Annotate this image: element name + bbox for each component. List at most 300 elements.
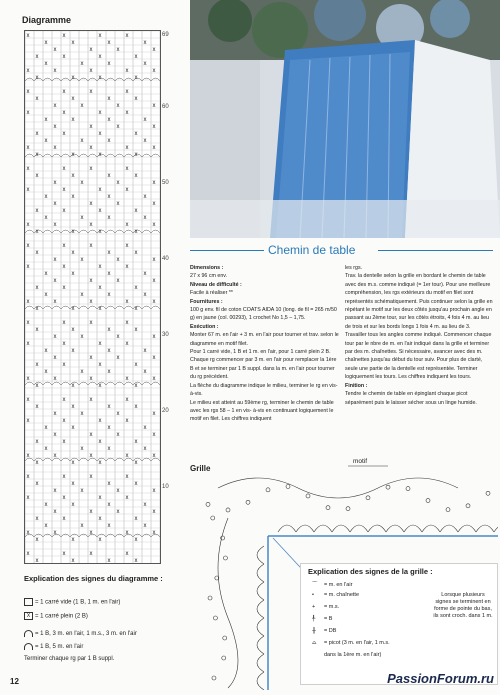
grille-legend-item: • = m. chaînette: [312, 592, 360, 598]
svg-text:x: x: [80, 215, 84, 221]
svg-text:x: x: [80, 523, 84, 529]
svg-text:x: x: [143, 40, 147, 46]
svg-text:x: x: [71, 502, 75, 508]
svg-text:x: x: [116, 411, 120, 417]
svg-text:x: x: [26, 495, 30, 501]
svg-text:x: x: [35, 208, 39, 214]
svg-text:x: x: [80, 369, 84, 375]
svg-text:x: x: [35, 54, 39, 60]
table-runner-photo: [190, 0, 500, 238]
svg-text:x: x: [62, 110, 66, 116]
svg-text:x: x: [125, 110, 129, 116]
svg-text:x: x: [116, 47, 120, 53]
empty-square-icon: [24, 598, 33, 606]
diagram-legend-title: Explication des signes du diagramme :: [24, 574, 163, 583]
svg-text:x: x: [116, 509, 120, 515]
svg-text:x: x: [44, 292, 48, 298]
svg-text:x: x: [152, 355, 156, 361]
svg-text:x: x: [134, 54, 138, 60]
svg-text:x: x: [53, 453, 57, 459]
svg-text:x: x: [71, 96, 75, 102]
svg-text:x: x: [152, 222, 156, 228]
svg-text:x: x: [80, 138, 84, 144]
svg-text:x: x: [26, 222, 30, 228]
svg-text:x: x: [152, 432, 156, 438]
svg-text:x: x: [71, 306, 75, 312]
watermark: PassionForum.ru: [387, 671, 494, 686]
svg-text:x: x: [125, 397, 129, 403]
svg-text:x: x: [143, 117, 147, 123]
svg-text:x: x: [89, 68, 93, 74]
svg-text:x: x: [98, 33, 102, 39]
svg-text:x: x: [107, 40, 111, 46]
svg-text:x: x: [53, 432, 57, 438]
svg-text:x: x: [134, 383, 138, 389]
svg-text:x: x: [116, 432, 120, 438]
svg-text:x: x: [107, 425, 111, 431]
svg-text:x: x: [125, 341, 129, 347]
svg-text:x: x: [53, 411, 57, 417]
svg-text:x: x: [134, 404, 138, 410]
svg-text:x: x: [62, 264, 66, 270]
svg-text:x: x: [152, 47, 156, 53]
svg-text:x: x: [44, 61, 48, 67]
svg-text:x: x: [107, 502, 111, 508]
svg-text:x: x: [143, 215, 147, 221]
svg-text:x: x: [35, 306, 39, 312]
difficulty-text: Facile à réaliser **: [190, 290, 233, 297]
filled-square-icon: X: [24, 612, 33, 620]
crochet-diagram: [24, 30, 161, 564]
svg-text:x: x: [62, 131, 66, 137]
svg-text:x: x: [98, 54, 102, 60]
svg-text:x: x: [125, 299, 129, 305]
svg-text:x: x: [26, 474, 30, 480]
grille-legend-item: ⌒ = m. en l'air: [312, 582, 353, 588]
svg-text:x: x: [53, 334, 57, 340]
svg-text:x: x: [152, 145, 156, 151]
svg-text:x: x: [89, 530, 93, 536]
svg-text:x: x: [107, 173, 111, 179]
svg-text:x: x: [89, 201, 93, 207]
svg-text:x: x: [35, 285, 39, 291]
svg-text:x: x: [125, 243, 129, 249]
svg-text:x: x: [107, 327, 111, 333]
row-number: 40: [162, 256, 169, 262]
grille-legend-item: ╀ = B: [312, 616, 333, 622]
svg-text:x: x: [35, 439, 39, 445]
row-marker: 69: [162, 32, 169, 38]
svg-text:x: x: [98, 152, 102, 158]
svg-text:x: x: [107, 404, 111, 410]
legend-symbol-icon: +: [312, 604, 316, 610]
row-number: 30: [162, 332, 169, 338]
finish-label: Finition :: [345, 382, 368, 389]
svg-text:x: x: [89, 509, 93, 515]
grille-legend-item: ⌓ = picot (3 m. en l'air, 1 m.s.: [312, 640, 390, 646]
svg-text:x: x: [35, 75, 39, 81]
svg-text:x: x: [89, 397, 93, 403]
svg-text:x: x: [35, 327, 39, 333]
svg-text:x: x: [107, 96, 111, 102]
svg-text:x: x: [89, 243, 93, 249]
svg-text:x: x: [89, 166, 93, 172]
svg-text:x: x: [143, 292, 147, 298]
svg-text:x: x: [26, 551, 30, 557]
svg-text:x: x: [134, 250, 138, 256]
svg-text:x: x: [152, 201, 156, 207]
svg-text:x: x: [116, 180, 120, 186]
grille-legend-title: Explication des signes de la grille :: [308, 567, 433, 576]
svg-text:x: x: [53, 145, 57, 151]
svg-text:x: x: [71, 75, 75, 81]
svg-text:x: x: [26, 68, 30, 74]
svg-text:x: x: [71, 558, 75, 563]
svg-text:x: x: [62, 320, 66, 326]
svg-text:x: x: [71, 117, 75, 123]
svg-text:x: x: [98, 131, 102, 137]
svg-text:x: x: [125, 33, 129, 39]
grille-legend-item: + = m.s.: [312, 604, 340, 610]
svg-text:x: x: [44, 523, 48, 529]
svg-text:x: x: [152, 488, 156, 494]
svg-text:x: x: [26, 418, 30, 424]
svg-text:x: x: [107, 271, 111, 277]
svg-text:x: x: [134, 481, 138, 487]
svg-text:x: x: [116, 488, 120, 494]
svg-text:x: x: [134, 96, 138, 102]
svg-text:x: x: [71, 425, 75, 431]
execution-p2: Pour 1 carré vide, 1 B et 1 m. en l'air, pour 1 carré plein 2 B. Chaque rg commencer par 3 m. en l'air pour remplacer la 1ère B et se terminer par 1 B suppl. dans la m. en l'air pour tourner du rg précédent.: [190, 349, 337, 381]
svg-text:x: x: [107, 250, 111, 256]
svg-text:x: x: [134, 537, 138, 543]
supplies-text: 100 g env. fil de coton COATS AIDA 10 (long. de fil = 265 m/50 g) en jaune (col. 00293), 1 crochet No 1,5 – 1,75.: [190, 307, 337, 322]
svg-text:x: x: [98, 306, 102, 312]
svg-text:x: x: [125, 530, 129, 536]
arc-icon: [24, 630, 33, 637]
page-number: 12: [10, 677, 19, 686]
dimensions-text: 27 x 96 cm env.: [190, 273, 227, 280]
svg-text:x: x: [98, 383, 102, 389]
svg-text:x: x: [26, 187, 30, 193]
svg-text:x: x: [35, 250, 39, 256]
svg-text:x: x: [62, 362, 66, 368]
svg-text:x: x: [125, 68, 129, 74]
grille-legend-item: ╫ = DB: [312, 628, 337, 634]
svg-text:x: x: [26, 264, 30, 270]
svg-text:x: x: [107, 348, 111, 354]
legend-arc-small: = 1 B, 3 m. en l'air, 1 m.s., 3 m. en l'air: [24, 630, 137, 637]
legend-symbol-icon: ╫: [312, 628, 316, 634]
svg-text:x: x: [71, 40, 75, 46]
svg-text:x: x: [71, 250, 75, 256]
col2-p1: les rgs.: [345, 265, 363, 271]
finish-text: Tendre le chemin de table en épinglant chaque picot séparément puis le laisser sécher sous un linge humide.: [345, 391, 477, 406]
svg-text:x: x: [35, 516, 39, 522]
svg-text:x: x: [152, 530, 156, 536]
svg-text:x: x: [107, 292, 111, 298]
svg-text:x: x: [89, 376, 93, 382]
svg-text:x: x: [152, 334, 156, 340]
svg-text:x: x: [134, 439, 138, 445]
svg-text:x: x: [143, 271, 147, 277]
svg-text:x: x: [62, 33, 66, 39]
svg-text:x: x: [35, 404, 39, 410]
svg-text:x: x: [89, 299, 93, 305]
svg-text:x: x: [53, 509, 57, 515]
svg-text:x: x: [71, 327, 75, 333]
svg-text:x: x: [98, 341, 102, 347]
svg-text:x: x: [53, 278, 57, 284]
svg-text:x: x: [35, 481, 39, 487]
svg-text:x: x: [53, 47, 57, 53]
heading-rule-left: [190, 250, 264, 251]
svg-text:x: x: [89, 320, 93, 326]
legend-symbol-icon: ⌓: [312, 640, 317, 646]
supplies-label: Fournitures :: [190, 298, 223, 305]
svg-text:x: x: [89, 432, 93, 438]
legend-symbol-icon: •: [312, 592, 314, 598]
svg-text:x: x: [26, 453, 30, 459]
svg-text:x: x: [62, 495, 66, 501]
svg-text:x: x: [53, 68, 57, 74]
svg-text:x: x: [62, 418, 66, 424]
svg-text:x: x: [98, 495, 102, 501]
legend-symbol-icon: ⌒: [312, 582, 318, 588]
svg-text:x: x: [143, 502, 147, 508]
svg-text:x: x: [134, 75, 138, 81]
svg-text:x: x: [89, 145, 93, 151]
svg-text:x: x: [152, 124, 156, 130]
svg-text:x: x: [44, 502, 48, 508]
svg-text:x: x: [53, 180, 57, 186]
svg-text:x: x: [89, 474, 93, 480]
svg-text:x: x: [26, 299, 30, 305]
svg-text:x: x: [98, 229, 102, 235]
svg-text:x: x: [53, 103, 57, 109]
svg-text:x: x: [152, 103, 156, 109]
svg-text:x: x: [62, 341, 66, 347]
svg-text:x: x: [107, 369, 111, 375]
svg-text:x: x: [44, 425, 48, 431]
svg-text:x: x: [62, 397, 66, 403]
svg-text:x: x: [26, 243, 30, 249]
grille-legend-item: dans la 1ère m. en l'air): [324, 652, 382, 658]
svg-text:x: x: [62, 89, 66, 95]
execution-p3: La flèche du diagramme indique le milieu, terminer le rg en vis-à-vis.: [190, 382, 338, 398]
instructions-column-1: [190, 264, 340, 424]
svg-text:x: x: [152, 299, 156, 305]
svg-text:x: x: [116, 201, 120, 207]
row-number: 20: [162, 408, 169, 414]
svg-text:x: x: [35, 131, 39, 137]
svg-text:x: x: [26, 145, 30, 151]
svg-text:x: x: [125, 474, 129, 480]
svg-text:x: x: [71, 460, 75, 466]
svg-text:x: x: [125, 145, 129, 151]
svg-text:x: x: [134, 362, 138, 368]
svg-text:x: x: [35, 229, 39, 235]
svg-text:x: x: [152, 180, 156, 186]
svg-text:x: x: [80, 180, 84, 186]
row-number: 60: [162, 104, 169, 110]
svg-text:x: x: [71, 537, 75, 543]
svg-text:x: x: [44, 348, 48, 354]
legend-footer: Terminer chaque rg par 1 B suppl.: [24, 656, 115, 662]
svg-text:x: x: [44, 369, 48, 375]
svg-text:x: x: [35, 362, 39, 368]
svg-text:x: x: [134, 152, 138, 158]
svg-text:x: x: [134, 327, 138, 333]
svg-text:x: x: [71, 383, 75, 389]
svg-text:x: x: [107, 446, 111, 452]
svg-text:x: x: [35, 558, 39, 563]
svg-text:x: x: [62, 551, 66, 557]
svg-text:x: x: [152, 376, 156, 382]
svg-text:x: x: [125, 495, 129, 501]
svg-text:x: x: [107, 558, 111, 563]
legend-arc-large: = 1 B, 5 m. en l'air: [24, 643, 83, 650]
svg-text:x: x: [35, 152, 39, 158]
execution-p1: Monter 67 m. en l'air + 3 m. en l'air pour tourner et trav. selon le diagramme en motif filet.: [190, 332, 339, 347]
svg-text:x: x: [89, 124, 93, 130]
svg-text:x: x: [80, 411, 84, 417]
svg-text:x: x: [107, 215, 111, 221]
svg-text:x: x: [53, 124, 57, 130]
execution-p4: Le milieu est atteint au 59ème rg, terminer le chemin de table avec les rgs 58 – 1 en vis- à-vis en continuant logiquement le motif en filet. Les chiffres indiquent: [190, 399, 334, 423]
svg-text:x: x: [143, 425, 147, 431]
svg-text:x: x: [152, 509, 156, 515]
row-number: 50: [162, 180, 169, 186]
svg-text:x: x: [125, 376, 129, 382]
svg-text:x: x: [98, 362, 102, 368]
svg-text:x: x: [71, 481, 75, 487]
svg-text:x: x: [26, 89, 30, 95]
svg-text:x: x: [44, 271, 48, 277]
svg-text:x: x: [53, 355, 57, 361]
svg-text:x: x: [134, 306, 138, 312]
svg-text:x: x: [143, 61, 147, 67]
svg-text:x: x: [107, 138, 111, 144]
svg-text:x: x: [26, 166, 30, 172]
svg-text:x: x: [71, 194, 75, 200]
svg-text:x: x: [134, 131, 138, 137]
svg-text:x: x: [107, 523, 111, 529]
svg-text:x: x: [89, 355, 93, 361]
legend-filled-square: X = 1 carré plein (2 B): [24, 612, 88, 620]
svg-text:x: x: [98, 439, 102, 445]
svg-text:x: x: [26, 530, 30, 536]
svg-text:x: x: [71, 348, 75, 354]
svg-text:x: x: [125, 320, 129, 326]
svg-text:x: x: [35, 383, 39, 389]
svg-text:x: x: [98, 75, 102, 81]
diagram-grid: [25, 31, 160, 563]
svg-text:x: x: [125, 418, 129, 424]
legend-empty-square: = 1 carré vide (1 B, 1 m. en l'air): [24, 598, 120, 606]
svg-text:x: x: [71, 229, 75, 235]
arc-icon: [24, 643, 33, 650]
svg-text:x: x: [26, 397, 30, 403]
svg-text:x: x: [125, 89, 129, 95]
svg-text:x: x: [26, 33, 30, 39]
svg-text:x: x: [107, 194, 111, 200]
svg-text:x: x: [89, 278, 93, 284]
svg-text:x: x: [125, 551, 129, 557]
svg-text:x: x: [62, 285, 66, 291]
svg-text:x: x: [116, 334, 120, 340]
svg-text:x: x: [98, 460, 102, 466]
svg-text:x: x: [125, 222, 129, 228]
svg-text:x: x: [71, 152, 75, 158]
svg-text:x: x: [26, 110, 30, 116]
svg-text:x: x: [143, 446, 147, 452]
svg-text:x: x: [53, 257, 57, 263]
svg-text:x: x: [98, 285, 102, 291]
col2-p2: Trav. la dentelle selon la grille en bordant le chemin de table avec des m.s. comme indiqué (= 1er tour). Pour une meilleure compréhension, les rgs extérieurs du motif en filet sont représentés schématiquement. Puis continuer selon la grille en répétant le motif sur les deux côtés jusqu'au prochain angle en passant au 2ème tour, sur les côtés étroits, 4 fois 4 m. au lieu de trois et sur les bords longs 1 fois 4 m. au lieu de 3. Travailler tous les angles comme indiqué. Commencer chaque tour par le nbre de m. en l'air indiqué dans la grille et terminer par des m. chaînettes. Si nécessaire, avancer avec des m. chaînettes jusqu'au début du tour suiv. Pour plus de clarté, seule une partie de la dentelle est représentée. Terminer logiquement les tours. Les chiffres indiquent les tours.: [345, 273, 493, 381]
svg-text:x: x: [98, 208, 102, 214]
svg-text:x: x: [89, 551, 93, 557]
svg-text:x: x: [134, 208, 138, 214]
heading-rule-right: [378, 250, 493, 251]
svg-text:x: x: [44, 138, 48, 144]
svg-text:x: x: [116, 355, 120, 361]
svg-text:x: x: [98, 110, 102, 116]
svg-text:x: x: [134, 285, 138, 291]
svg-text:x: x: [80, 103, 84, 109]
svg-text:x: x: [98, 418, 102, 424]
svg-text:x: x: [116, 103, 120, 109]
svg-text:x: x: [62, 243, 66, 249]
svg-text:x: x: [44, 446, 48, 452]
svg-text:x: x: [98, 187, 102, 193]
svg-text:x: x: [53, 222, 57, 228]
svg-text:x: x: [26, 376, 30, 382]
svg-text:x: x: [89, 89, 93, 95]
svg-text:x: x: [80, 292, 84, 298]
svg-text:x: x: [26, 341, 30, 347]
svg-text:x: x: [116, 278, 120, 284]
motif-label: motif: [353, 458, 368, 465]
svg-text:x: x: [116, 257, 120, 263]
svg-text:x: x: [134, 229, 138, 235]
svg-text:x: x: [125, 187, 129, 193]
svg-text:x: x: [98, 516, 102, 522]
svg-text:x: x: [152, 278, 156, 284]
svg-text:x: x: [44, 215, 48, 221]
grille-title: Grille: [190, 464, 211, 473]
row-number: 10: [162, 484, 169, 490]
svg-text:x: x: [44, 194, 48, 200]
svg-text:x: x: [80, 488, 84, 494]
svg-text:x: x: [62, 187, 66, 193]
svg-text:x: x: [44, 117, 48, 123]
svg-text:x: x: [44, 40, 48, 46]
svg-text:x: x: [53, 376, 57, 382]
difficulty-label: Niveau de difficulté :: [190, 281, 242, 288]
svg-text:x: x: [143, 348, 147, 354]
legend-symbol-icon: ╀: [312, 616, 316, 622]
svg-text:x: x: [89, 47, 93, 53]
svg-text:x: x: [152, 68, 156, 74]
svg-text:x: x: [62, 516, 66, 522]
svg-text:x: x: [143, 138, 147, 144]
svg-text:x: x: [62, 166, 66, 172]
svg-text:x: x: [35, 96, 39, 102]
svg-text:x: x: [134, 460, 138, 466]
svg-text:x: x: [143, 369, 147, 375]
svg-text:x: x: [62, 439, 66, 445]
